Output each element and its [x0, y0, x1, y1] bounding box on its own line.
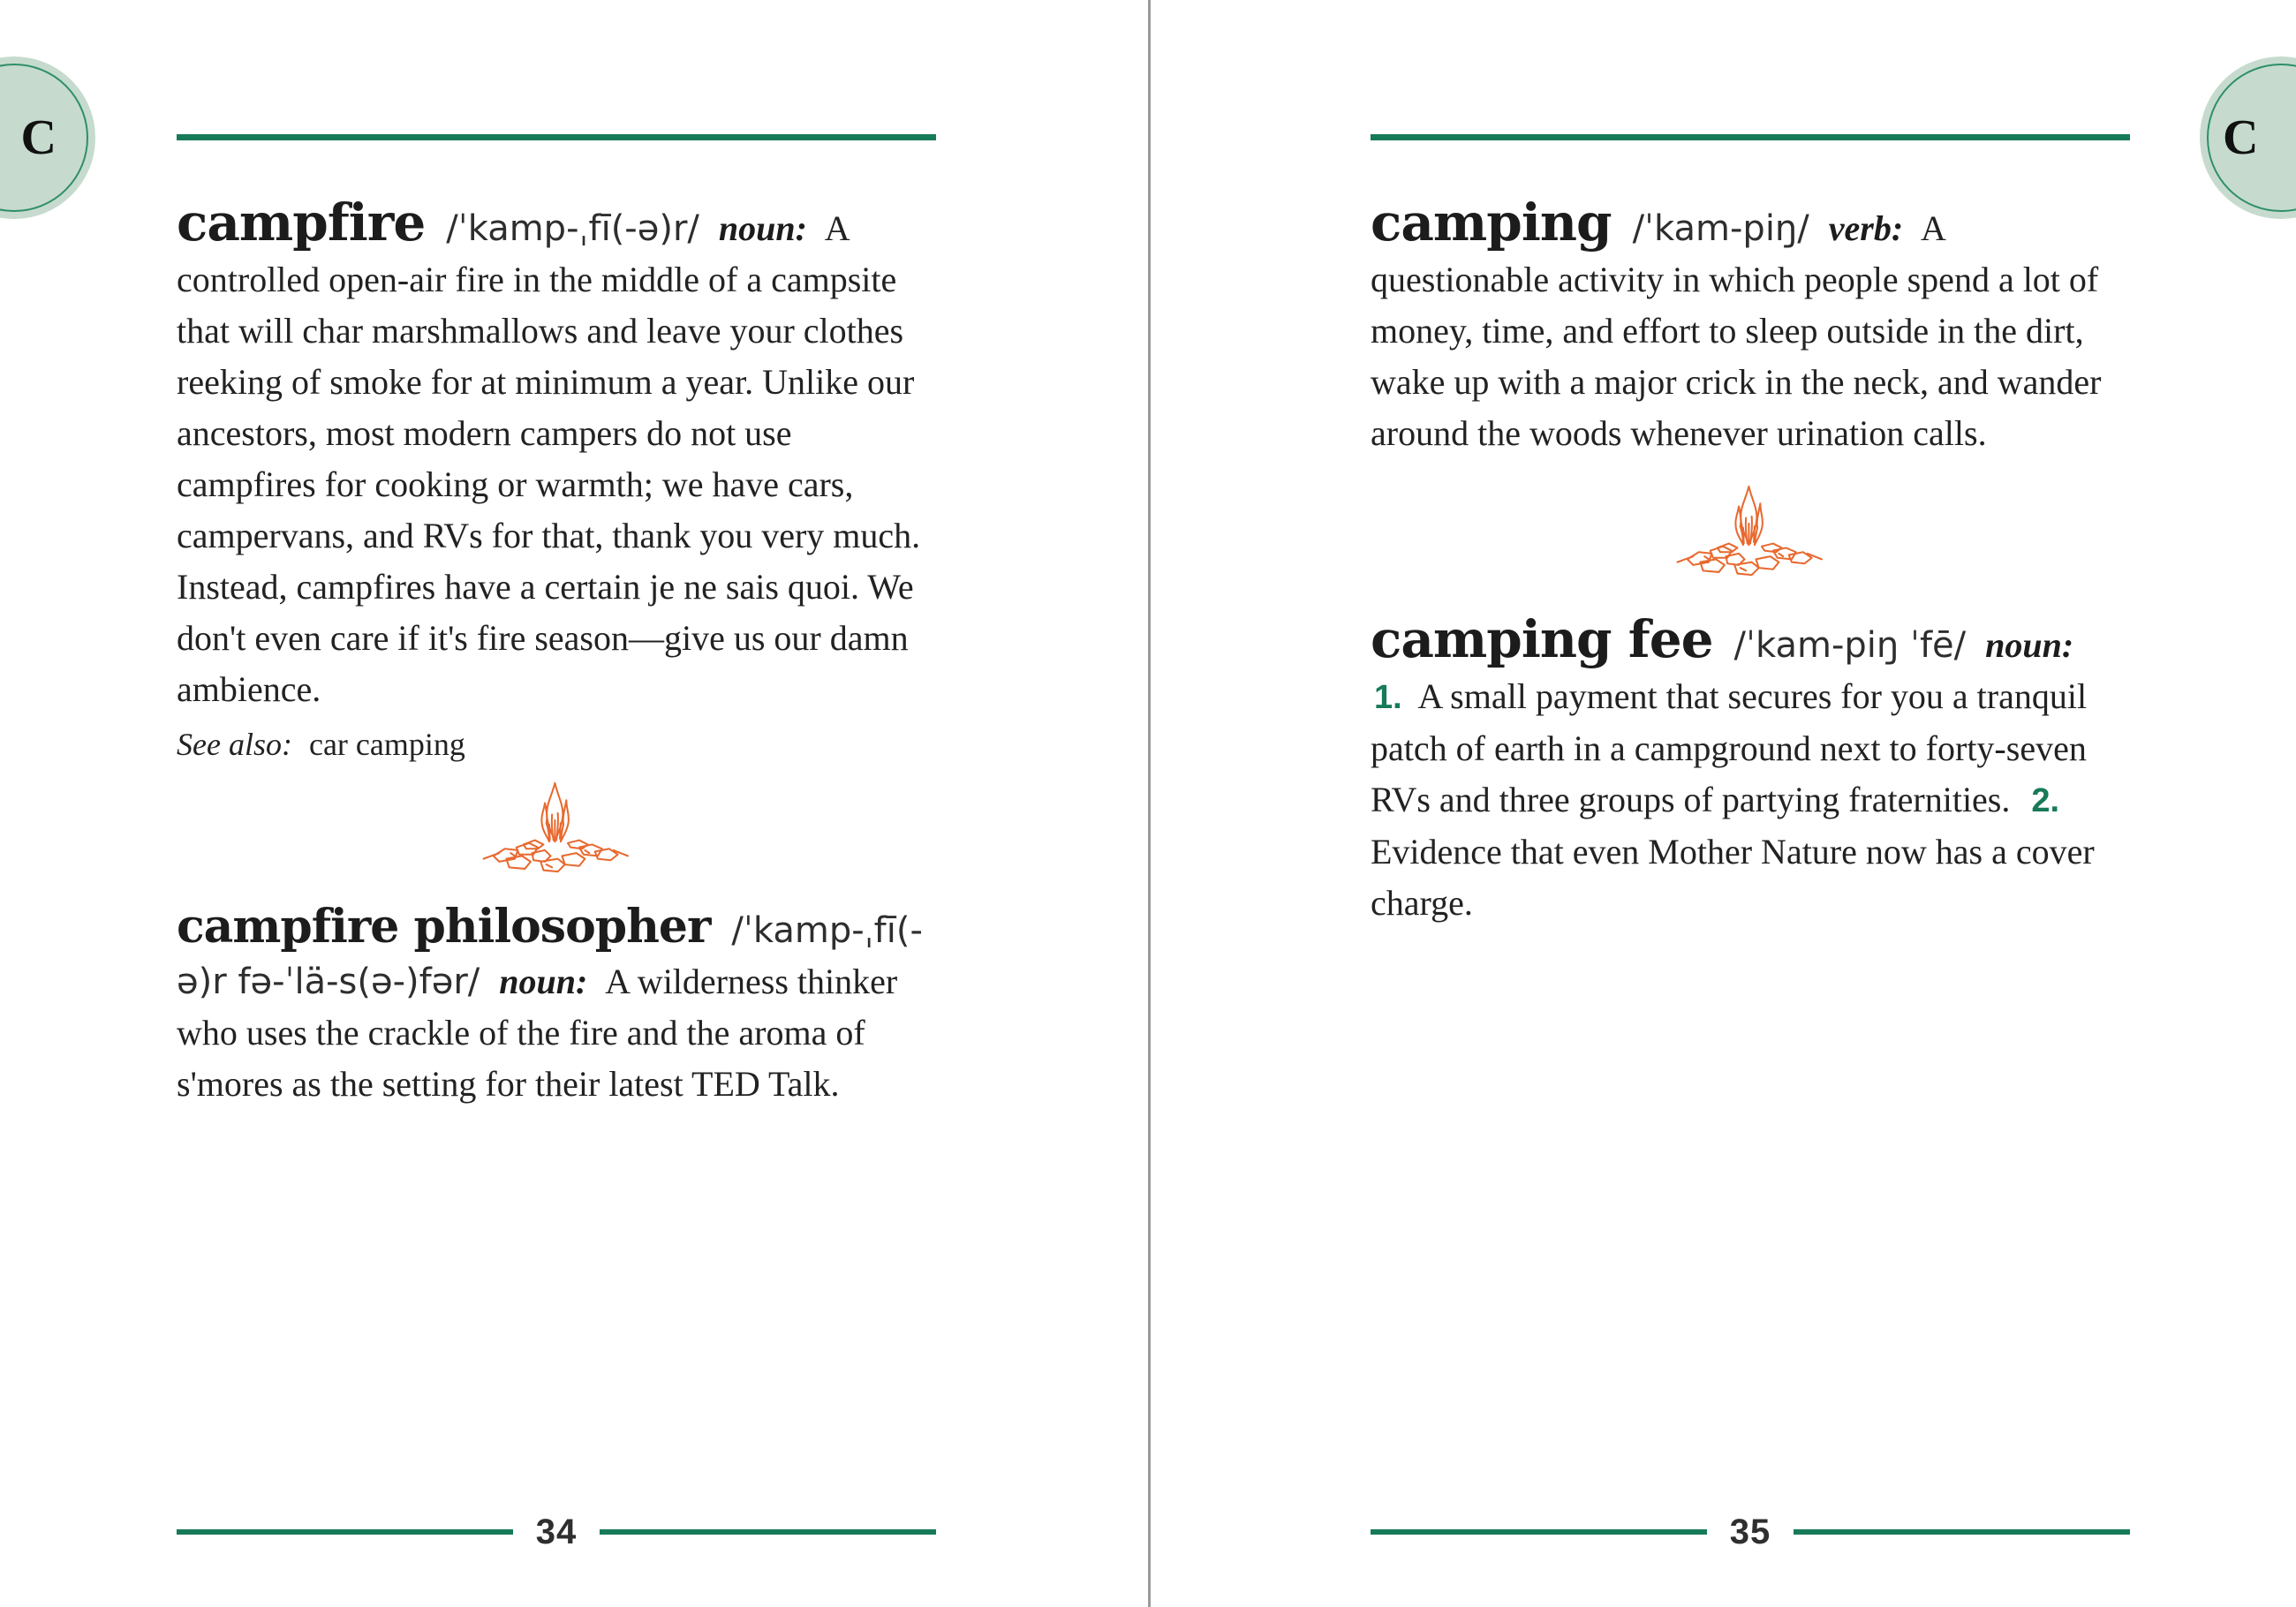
entry-camping	[1371, 192, 2130, 459]
footer-rule-left	[1371, 1529, 1707, 1535]
page-divider	[1148, 0, 1151, 1607]
pronunciation: /ˈkam-piŋ/	[1632, 208, 1809, 249]
definition: A controlled open-air fire in the middle of a campsite that will char marshmallows and leave your clothes reeking of smoke for at minimum a year. Unlike our ancestors, most modern campers do not use campfires for cooking or warmth; we have cars, campervans, and RVs for that, thank you very much. Instead, campfires have a certain je ne sais quoi. We don't even care if it's fire season—give us our damn ambience.	[177, 208, 921, 709]
top-rule	[1371, 134, 2130, 140]
part-of-speech: verb:	[1828, 208, 1904, 248]
campfire-icon	[1672, 482, 1829, 582]
page-left	[177, 134, 936, 1607]
page-number: 35	[1729, 1513, 1771, 1551]
entry-campfire	[177, 192, 936, 715]
entry-campfire-philosopher	[177, 902, 936, 1110]
headword: camping	[1371, 192, 1612, 253]
page-number: 34	[535, 1513, 578, 1551]
campfire-illustration	[478, 779, 635, 879]
pronunciation: /ˈkam-piŋ ˈfē/	[1733, 625, 1967, 667]
letter-tab-left	[0, 57, 95, 219]
tab-letter-left: C	[20, 110, 57, 165]
page-footer-left	[177, 1514, 936, 1550]
top-rule	[177, 134, 936, 140]
headword: campfire	[177, 192, 426, 253]
sense-definition-2: Evidence that even Mother Nature now has a cover charge.	[1371, 832, 2095, 924]
pronunciation: /ˈkamp-ˌfī(-ə)r fə-ˈlä-s(ə-)fər/	[177, 910, 923, 1003]
footer-rule-left	[177, 1529, 513, 1535]
see-also-target: car camping	[308, 727, 465, 762]
definition: A questionable activity in which people spend a lot of money, time, and effort to sleep outside in the dirt, wake up with a major crick in the neck, and wander around the woods whenever urination calls.	[1371, 208, 2102, 453]
sense-number-2: 2.	[2031, 782, 2060, 820]
footer-rule-right	[600, 1529, 936, 1535]
letter-tab-right	[2200, 57, 2296, 219]
sense-definition-1: A small payment that secures for you a tranquil patch of earth in a campground next to forty-seven RVs and three groups of partying fraternities.	[1371, 676, 2088, 820]
part-of-speech: noun:	[718, 208, 807, 248]
headword: camping fee	[1371, 609, 1713, 670]
pronunciation: /ˈkamp-ˌfī(-ə)r/	[446, 208, 699, 249]
headword: campfire philosopher	[177, 900, 711, 954]
tab-letter-right: C	[2223, 110, 2259, 165]
see-also	[177, 724, 936, 765]
page-footer-right	[1371, 1514, 2130, 1550]
definition: A wilderness thinker who uses the crackle of the fire and the aroma of s'mores as the setting for their latest TED Talk.	[177, 962, 898, 1105]
see-also-label: See also:	[177, 727, 292, 762]
page-right	[1371, 134, 2130, 1607]
part-of-speech: noun:	[499, 962, 588, 1002]
sense-number-1: 1.	[1374, 679, 1402, 717]
entry-camping-fee	[1371, 609, 2130, 929]
footer-rule-right	[1794, 1529, 2130, 1535]
campfire-illustration	[1672, 482, 1829, 582]
campfire-icon	[478, 779, 635, 879]
part-of-speech: noun:	[1985, 625, 2074, 666]
